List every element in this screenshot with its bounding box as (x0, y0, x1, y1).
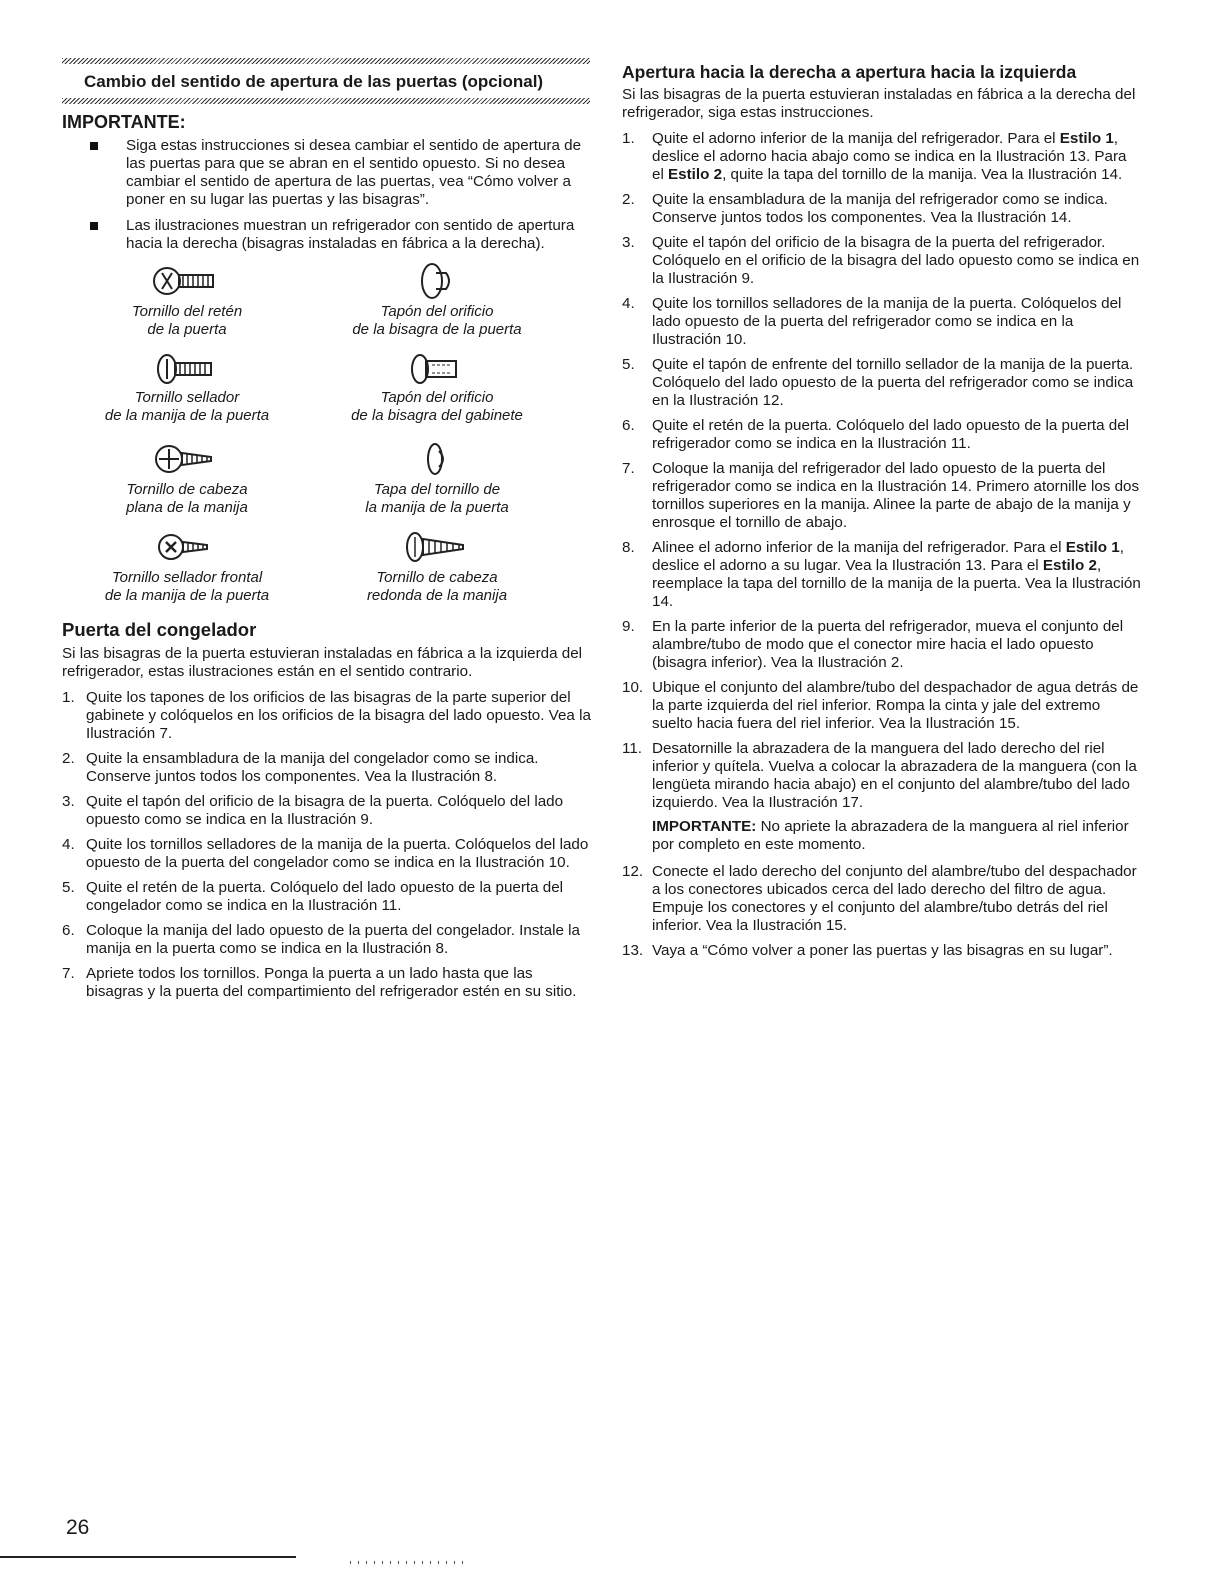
freezer-intro: Si las bisagras de la puerta estuvieran instaladas en fábrica a la izquierda del refrigerador, estas ilustraciones están en el sentido contrario. (62, 645, 583, 680)
section-rule-top (62, 58, 590, 64)
refrigerator-step: 4. Quite los tornillos selladores de la manija de la puerta. Colóquelos del lado opuesto de la puerta del refrigerador como se indica en la Ilustración 10. (622, 295, 1122, 348)
right-heading: Apertura hacia la derecha a apertura hacia la izquierda (622, 62, 1077, 82)
freezer-door-heading: Puerta del congelador (62, 619, 257, 640)
freezer-step: 4. Quite los tornillos selladores de la manija de la puerta. Colóquelos del lado opuesto de la puerta del congelador como se indica en la Ilustración 10. (62, 836, 589, 871)
part-caption: Tapón del orificio de la bisagra del gabinete (351, 389, 523, 424)
part-caption: Tornillo sellador frontal de la manija de la puerta (104, 569, 270, 604)
refrigerator-step: 6. Quite el retén de la puerta. Colóquelo del lado opuesto de la puerta del refrigerador como se indica en la Ilustración 11. (622, 417, 1130, 452)
part-caption: Tornillo de cabeza plana de la manija (126, 481, 248, 516)
footer-print-marks (350, 1561, 470, 1564)
part-handle-sealing-screw (62, 351, 312, 425)
refrigerator-step: 9. En la parte inferior de la puerta del refrigerador, mueva el conjunto del alambre/tubo de modo que el conector mire hacia el lado opuesto (bisagra inferior). Vea la Ilustración 2. (622, 618, 1124, 671)
refrigerator-step: 13. Vaya a “Cómo volver a poner las puertas y las bisagras en su lugar”. (622, 942, 1113, 959)
part-door-hinge-hole-plug (312, 261, 562, 339)
refrigerator-step: 10. Ubique el conjunto del alambre/tubo del despachador de agua detrás de la parte izquierda del riel inferior. Rompa la cinta y jale del extremo suelto hacia fuera del riel inferior. Vea la Ilustración 15. (622, 679, 1139, 732)
part-round-head-screw (312, 527, 562, 605)
part-front-sealing-screw (62, 527, 312, 605)
flat-head-screw-icon (147, 439, 227, 479)
part-door-stop-screw (62, 261, 312, 339)
right-column (622, 62, 1142, 967)
part-flat-head-screw (62, 439, 312, 517)
freezer-step: 5. Quite el retén de la puerta. Colóquelo del lado opuesto de la puerta del congelador como se indica en la Ilustración 11. (62, 879, 564, 914)
bullet-item: Las ilustraciones muestran un refrigerador con sentido de apertura hacia la derecha (bisagras instaladas en fábrica a la derecha). (62, 217, 592, 253)
part-caption: Tornillo sellador de la manija de la puerta (104, 389, 270, 424)
refrigerator-step: 2. Quite la ensambladura de la manija del refrigerador como se indica. Conserve juntos todos los componentes. Vea la Ilustración 14. (622, 191, 1108, 226)
part-caption: Tapa del tornillo de la manija de la puerta (365, 481, 509, 516)
part-handle-screw-cap (312, 439, 562, 517)
page-number: 26 (66, 1516, 90, 1539)
handle-screw-cap-icon (417, 439, 457, 479)
round-head-screw-icon (397, 527, 477, 567)
door-hinge-hole-plug-icon (412, 261, 462, 301)
refrigerator-step: 8. Alinee el adorno inferior de la manija del refrigerador. Para el Estilo 1, deslice el adorno a su lugar. Vea la Ilustración 13. Para el Estilo 2, reemplace la tapa del tornillo de la manija de la puerta. Vea la Ilustración 14. (622, 539, 1141, 610)
important-label: IMPORTANTE: (62, 112, 186, 132)
section-rule-bottom (62, 98, 590, 104)
bullet-square-icon (90, 142, 98, 150)
refrigerator-step: 12. Conecte el lado derecho del conjunto del alambre/tubo del despachador a los conectores ubicados cerca del lado derecho del filtro de agua. Empuje los conectores y el conjunto del alambre/tubo detrás del riel inferior. Vea la Ilustración 15. (622, 863, 1137, 934)
refrigerator-step: 3. Quite el tapón del orificio de la bisagra de la puerta del refrigerador. Colóquelo en el orificio de la bisagra del lado opuesto como se indica en la Ilustración 9. (622, 234, 1140, 287)
cabinet-hinge-hole-plug-icon (402, 351, 472, 387)
refrigerator-step: 5. Quite el tapón de enfrente del tornillo sellador de la manija de la puerta. Colóquelo del lado opuesto de la puerta del refrigerador como se indica en la Ilustración 12. (622, 356, 1134, 409)
freezer-step: 2. Quite la ensambladura de la manija del congelador como se indica. Conserve juntos todos los componentes. Vea la Ilustración 8. (62, 750, 539, 785)
left-column (62, 58, 592, 1008)
handle-sealing-screw-icon (147, 351, 227, 387)
footer-rule (0, 1556, 296, 1558)
bullet-item: Siga estas instrucciones si desea cambiar el sentido de apertura de las puertas para que se abran en el sentido opuesto. Si no desea cambiar el sentido de apertura de las puertas, vea “Cómo volver a poner en su lugar las puertas y las bisagras”. (62, 137, 592, 209)
bullet-square-icon (90, 222, 98, 230)
freezer-step: 7. Apriete todos los tornillos. Ponga la puerta a un lado hasta que las bisagras y la puerta del compartimiento del refrigerador estén en su sitio. (62, 965, 577, 1000)
parts-illustration-grid (62, 261, 592, 613)
section-title: Cambio del sentido de apertura de las puertas (opcional) (84, 72, 544, 91)
refrigerator-step: 7. Coloque la manija del refrigerador del lado opuesto de la puerta del refrigerador como se indica en la Ilustración 14. Primero atornille los dos tornillos superiores en la manija. Alinee la parte de abajo de la manija y enrosque el tornillo de abajo. (622, 460, 1140, 531)
part-caption: Tornillo de cabeza redonda de la manija (366, 569, 508, 604)
freezer-step: 1. Quite los tapones de los orificios de las bisagras de la parte superior del gabinete y colóquelos en los orificios de la bisagra del lado opuesto. Vea la Ilustración 7. (62, 689, 591, 742)
part-cabinet-hinge-hole-plug (312, 351, 562, 425)
refrigerator-step: 11. Desatornille la abrazadera de la manguera del lado derecho del riel inferior y quítela. Vuelva a colocar la abrazadera de la manguera (con la lengüeta mirando hacia abajo) en el conjunto del alambre/tubo del lado izquierdo. Vea la Ilustración 17. (622, 740, 1137, 811)
part-caption: Tornillo del retén de la puerta (131, 303, 243, 338)
freezer-step: 6. Coloque la manija del lado opuesto de la puerta del congelador. Instale la manija en la puerta como se indica en la Ilustración 8. (62, 922, 580, 957)
front-sealing-screw-icon (147, 527, 227, 567)
door-stop-screw-icon (147, 261, 227, 301)
refrigerator-step: 1. Quite el adorno inferior de la manija del refrigerador. Para el Estilo 1, deslice el adorno hacia abajo como se indica en la Ilustración 13. Para el Estilo 2, quite la tapa del tornillo de la manija. Vea la Ilustración 14. (622, 130, 1127, 183)
right-intro: Si las bisagras de la puerta estuvieran instaladas en fábrica a la derecha del refrigerador, siga estas instrucciones. (622, 86, 1136, 121)
freezer-step: 3. Quite el tapón del orificio de la bisagra de la puerta. Colóquelo del lado opuesto como se indica en la Ilustración 9. (62, 793, 564, 828)
part-caption: Tapón del orificio de la bisagra de la puerta (352, 303, 522, 338)
important-note: IMPORTANTE: No apriete la abrazadera de la manguera al riel inferior por completo en este momento. (652, 818, 1129, 853)
